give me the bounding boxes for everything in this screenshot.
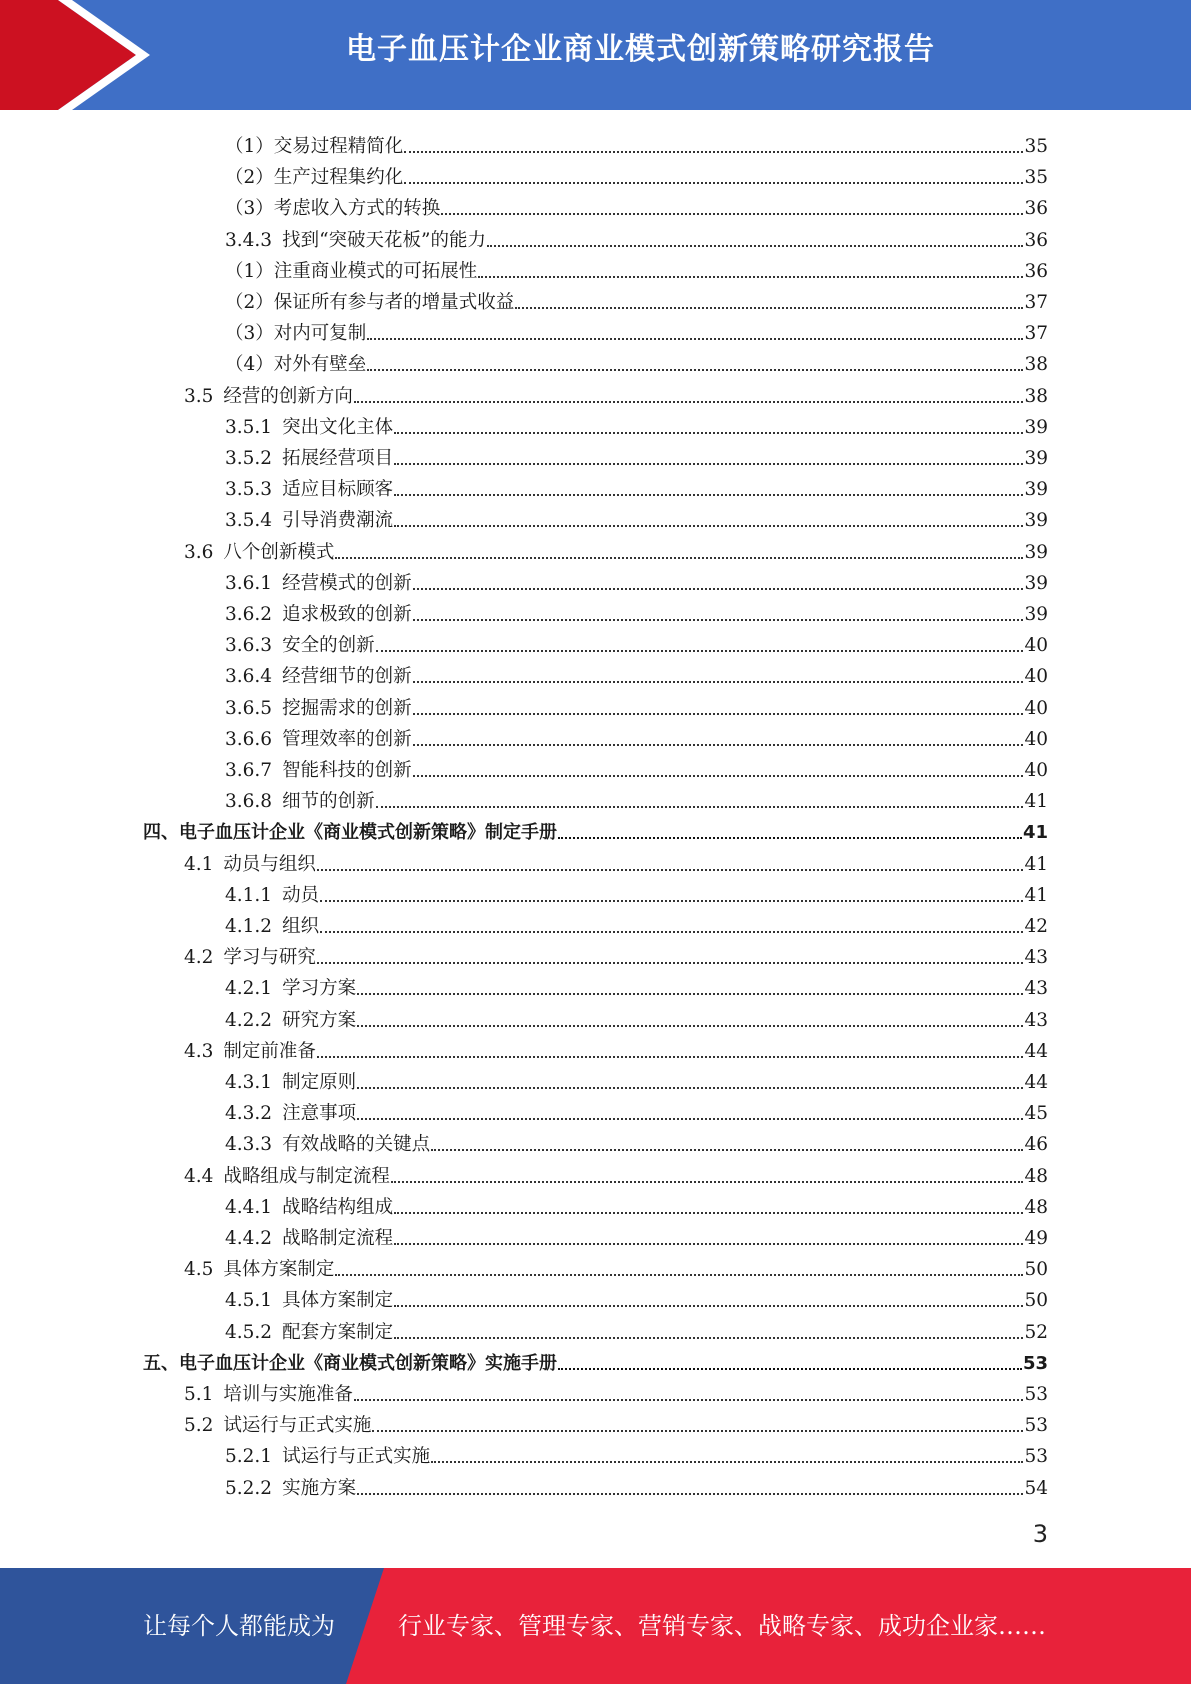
toc-entry-number: 3.6.1	[225, 572, 273, 594]
toc-entry[interactable]	[225, 1125, 1048, 1156]
toc-dot-leader	[357, 1087, 1023, 1089]
toc-entry[interactable]	[225, 439, 1048, 470]
toc-entry-number: 5.1	[184, 1384, 214, 1405]
toc-entry[interactable]	[225, 626, 1048, 657]
toc-entry-title: 学习方案	[282, 978, 357, 1000]
toc-entry-page: 44	[1024, 1072, 1048, 1093]
toc-entry-number: 4.3.3	[225, 1134, 273, 1156]
toc-entry-number: 4.3.2	[225, 1103, 273, 1125]
toc-entry-number: 4.3.1	[225, 1072, 273, 1093]
toc-entry-page: 36	[1024, 260, 1048, 282]
toc-entry-title: 制定前准备	[223, 1040, 316, 1062]
toc-entry-title: 拓展经营项目	[282, 448, 394, 469]
toc-entry-page: 39	[1024, 541, 1048, 563]
toc-entry-title: 电子血压计企业《商业模式创新策略》实施手册	[179, 1352, 557, 1374]
toc-entry-page: 41	[1022, 822, 1048, 844]
toc-dot-leader	[394, 463, 1023, 465]
toc-entry-number: 4.1.1	[225, 884, 273, 906]
toc-entry-number: 3.6.7	[225, 760, 273, 781]
toc-entry-page: 48	[1024, 1196, 1048, 1218]
footer-slogan-left: 让每个人都能成为	[143, 1612, 335, 1640]
toc-dot-leader	[431, 1461, 1023, 1463]
toc-entry-number: 4.2.1	[225, 978, 273, 1000]
toc-dot-leader	[413, 713, 1024, 715]
toc-entry-number: 4.5	[184, 1259, 214, 1281]
toc-entry-number: 3.6.4	[225, 666, 273, 688]
toc-entry-page: 45	[1024, 1103, 1048, 1125]
toc-entry-title: 战略结构组成	[282, 1196, 394, 1218]
toc-entry-number: 4.5.2	[225, 1321, 273, 1343]
toc-entry-number: 3.5.3	[225, 479, 273, 501]
toc-dot-leader	[357, 1493, 1023, 1495]
toc-entry[interactable]	[225, 158, 1048, 189]
toc-entry-number: （2）	[225, 167, 274, 189]
toc-entry-page: 49	[1024, 1228, 1048, 1249]
page-header	[0, 0, 1191, 110]
toc-entry-title: 管理效率的创新	[282, 728, 412, 750]
toc-entry-title: 考虑收入方式的转换	[273, 198, 441, 220]
toc-entry-page: 40	[1024, 760, 1048, 781]
toc-entry[interactable]	[225, 345, 1048, 376]
toc-entry-number: 3.5.4	[225, 510, 273, 532]
toc-entry-title: 动员	[282, 884, 320, 906]
toc-entry-title: 智能科技的创新	[282, 760, 412, 781]
toc-entry-number: （3）	[225, 323, 274, 345]
toc-entry-number: （1）	[225, 260, 274, 282]
toc-entry-page: 38	[1024, 354, 1048, 376]
toc-entry-page: 43	[1024, 1009, 1048, 1031]
toc-dot-leader	[413, 744, 1024, 746]
toc-entry-page: 50	[1024, 1290, 1048, 1312]
toc-entry-page: 53	[1024, 1415, 1048, 1437]
toc-dot-leader	[372, 1430, 1023, 1432]
toc-entry[interactable]	[225, 1281, 1048, 1312]
toc-entry-number: 5.2.2	[225, 1477, 273, 1499]
toc-entry-title: 生产过程集约化	[273, 167, 404, 189]
toc-entry-page: 39	[1024, 604, 1048, 625]
toc-entry-page: 54	[1024, 1477, 1048, 1499]
toc-entry-title: 八个创新模式	[223, 541, 335, 563]
toc-entry[interactable]	[225, 1001, 1048, 1032]
toc-entry[interactable]	[225, 657, 1048, 688]
toc-entry[interactable]	[184, 845, 1048, 876]
toc-dot-leader	[354, 1399, 1024, 1401]
toc-entry-page: 40	[1024, 635, 1048, 657]
toc-entry-page: 39	[1024, 416, 1048, 438]
toc-entry-number: 3.5.2	[225, 448, 273, 469]
toc-entry-page: 52	[1024, 1321, 1048, 1343]
toc-dot-leader	[320, 931, 1023, 933]
toc-entry-number: （3）	[225, 198, 274, 220]
toc-entry-number: 3.6.8	[225, 791, 273, 813]
toc-entry-page: 37	[1024, 292, 1048, 313]
toc-entry-page: 41	[1024, 853, 1048, 875]
toc-dot-leader	[376, 650, 1024, 652]
toc-entry-page: 41	[1024, 791, 1048, 813]
toc-entry[interactable]	[184, 1032, 1048, 1063]
toc-entry[interactable]	[225, 252, 1048, 283]
toc-entry[interactable]	[225, 189, 1048, 220]
toc-dot-leader	[487, 245, 1023, 247]
toc-dot-leader	[394, 1337, 1023, 1339]
toc-entry-title: 经营细节的创新	[282, 666, 412, 688]
toc-entry-title: 配套方案制定	[282, 1321, 394, 1343]
toc-entry-title: 追求极致的创新	[282, 604, 412, 625]
page-number: 3	[1032, 1520, 1048, 1548]
toc-entry-title: 找到“突破天花板”的能力	[282, 229, 486, 251]
toc-entry-title: 引导消费潮流	[282, 510, 394, 532]
toc-entry-page: 50	[1024, 1259, 1048, 1281]
toc-entry[interactable]	[184, 533, 1048, 564]
toc-entry[interactable]	[225, 501, 1048, 532]
toc-entry-title: 突出文化主体	[282, 416, 394, 438]
toc-entry-number: 3.5	[184, 385, 214, 407]
toc-entry[interactable]	[225, 564, 1048, 595]
toc-entry[interactable]	[225, 283, 1048, 314]
toc-entry[interactable]	[225, 1437, 1048, 1468]
footer-slogan-right: 行业专家、管理专家、营销专家、战略专家、成功企业家……	[398, 1612, 1046, 1640]
toc-entry[interactable]	[225, 221, 1048, 252]
toc-entry-title: 挖掘需求的创新	[282, 697, 412, 719]
toc-entry-title: 学习与研究	[223, 947, 316, 969]
toc-entry-title: 培训与实施准备	[223, 1384, 353, 1405]
toc-entry-page: 40	[1024, 666, 1048, 688]
toc-entry-number: （1）	[225, 136, 274, 157]
toc-entry-title: 经营模式的创新	[282, 572, 412, 594]
toc-entry-title: 具体方案制定	[282, 1290, 394, 1312]
toc-entry-number: 3.6.6	[225, 728, 273, 750]
toc-entry-title: 试运行与正式实施	[282, 1446, 431, 1468]
toc-entry[interactable]	[225, 876, 1048, 907]
toc-entry-title: 组织	[282, 916, 320, 937]
toc-entry[interactable]	[225, 595, 1048, 626]
toc-entry-title: 注重商业模式的可拓展性	[273, 260, 478, 282]
toc-entry[interactable]	[225, 782, 1048, 813]
toc-entry-number: 3.5.1	[225, 416, 273, 438]
toc-entry[interactable]	[184, 377, 1048, 408]
toc-entry-page: 36	[1024, 229, 1048, 251]
red-arrow-decoration	[0, 0, 160, 110]
toc-dot-leader	[558, 837, 1022, 839]
toc-entry[interactable]	[225, 408, 1048, 439]
toc-entry-number: 3.6.5	[225, 697, 273, 719]
toc-entry-title: 研究方案	[282, 1009, 357, 1031]
toc-entry-number: 4.2	[184, 947, 214, 969]
toc-dot-leader	[391, 1181, 1024, 1183]
toc-entry-title: 注意事项	[282, 1103, 357, 1125]
toc-entry[interactable]	[225, 751, 1048, 782]
toc-entry[interactable]	[143, 813, 1048, 844]
toc-entry-page: 48	[1024, 1165, 1048, 1187]
toc-entry-title: 实施方案	[282, 1477, 357, 1499]
toc-entry-number: 4.5.1	[225, 1290, 273, 1312]
toc-dot-leader	[357, 1118, 1023, 1120]
toc-entry-number: 5.2	[184, 1415, 214, 1437]
toc-entry-page: 39	[1024, 479, 1048, 501]
toc-dot-leader	[394, 1212, 1023, 1214]
toc-entry-page: 38	[1024, 385, 1048, 407]
toc-entry-page: 53	[1022, 1352, 1048, 1374]
toc-entry-page: 46	[1024, 1134, 1048, 1156]
toc-entry-number: 4.3	[184, 1040, 214, 1062]
toc-entry-title: 安全的创新	[282, 635, 375, 657]
toc-entry-number: 3.6.2	[225, 604, 273, 625]
toc-dot-leader	[413, 681, 1024, 683]
toc-entry-title: 有效战略的关键点	[282, 1134, 431, 1156]
toc-dot-leader	[394, 1305, 1023, 1307]
toc-entry[interactable]	[225, 127, 1048, 158]
toc-entry[interactable]	[184, 1250, 1048, 1281]
toc-entry-title: 战略制定流程	[282, 1228, 394, 1249]
toc-entry[interactable]	[225, 1469, 1048, 1500]
toc-entry-title: 细节的创新	[282, 791, 375, 813]
toc-entry-page: 39	[1024, 448, 1048, 469]
toc-entry-page: 40	[1024, 697, 1048, 719]
toc-dot-leader	[317, 1056, 1024, 1058]
toc-dot-leader	[558, 1368, 1022, 1370]
toc-dot-leader	[367, 338, 1023, 340]
toc-entry-title: 经营的创新方向	[223, 385, 353, 407]
toc-entry-title: 交易过程精简化	[273, 136, 404, 157]
toc-dot-leader	[441, 213, 1023, 215]
toc-entry-page: 53	[1024, 1446, 1048, 1468]
toc-entry-page: 41	[1024, 884, 1048, 906]
toc-dot-leader	[404, 182, 1023, 184]
toc-entry-page: 44	[1024, 1040, 1048, 1062]
toc-entry-number: 4.1.2	[225, 916, 273, 937]
toc-entry-page: 42	[1024, 916, 1048, 937]
toc-entry-number: （4）	[225, 354, 274, 376]
toc-entry[interactable]	[225, 1094, 1048, 1125]
toc-dot-leader	[354, 401, 1024, 403]
toc-entry-number: 4.4	[184, 1165, 214, 1187]
toc-dot-leader	[515, 307, 1023, 309]
toc-entry-number: 3.6.3	[225, 635, 273, 657]
toc-entry-page: 43	[1024, 947, 1048, 969]
toc-dot-leader	[317, 869, 1024, 871]
toc-entry[interactable]	[225, 1188, 1048, 1219]
toc-dot-leader	[413, 619, 1024, 621]
toc-entry[interactable]	[225, 907, 1048, 938]
toc-entry-page: 53	[1024, 1384, 1048, 1405]
toc-dot-leader	[335, 1274, 1023, 1276]
toc-entry[interactable]	[225, 720, 1048, 751]
toc-entry-number: 四、	[143, 822, 179, 844]
toc-dot-leader	[335, 557, 1023, 559]
toc-entry-title: 具体方案制定	[223, 1259, 335, 1281]
toc-entry-number: 4.2.2	[225, 1009, 273, 1031]
toc-dot-leader	[357, 993, 1023, 995]
report-title: 电子血压计企业商业模式创新策略研究报告	[346, 32, 935, 67]
toc-dot-leader	[431, 1149, 1023, 1151]
toc-entry-title: 适应目标顾客	[282, 479, 394, 501]
toc-entry-number: 3.4.3	[225, 229, 273, 251]
toc-entry-number: 4.4.1	[225, 1196, 273, 1218]
toc-dot-leader	[317, 962, 1024, 964]
toc-dot-leader	[394, 525, 1023, 527]
toc-entry[interactable]	[143, 1344, 1048, 1375]
toc-entry[interactable]	[225, 689, 1048, 720]
toc-entry[interactable]	[225, 470, 1048, 501]
toc-entry[interactable]	[225, 969, 1048, 1000]
toc-entry[interactable]	[225, 1313, 1048, 1344]
toc-dot-leader	[357, 1025, 1023, 1027]
toc-entry-title: 对内可复制	[273, 323, 367, 345]
toc-entry-number: （2）	[225, 292, 274, 313]
toc-entry[interactable]	[184, 1375, 1048, 1406]
toc-dot-leader	[367, 369, 1023, 371]
toc-entry-page: 37	[1024, 323, 1048, 345]
toc-entry-page: 43	[1024, 978, 1048, 1000]
toc-entry-page: 40	[1024, 728, 1048, 750]
toc-entry-page: 35	[1024, 167, 1048, 189]
toc-dot-leader	[404, 151, 1023, 153]
toc-dot-leader	[413, 775, 1024, 777]
toc-entry[interactable]	[184, 1406, 1048, 1437]
toc-entry-page: 39	[1024, 510, 1048, 532]
toc-entry-title: 保证所有参与者的增量式收益	[273, 292, 515, 313]
toc-entry[interactable]	[184, 1157, 1048, 1188]
toc-entry-title: 战略组成与制定流程	[223, 1165, 390, 1187]
toc-entry[interactable]	[225, 1063, 1048, 1094]
toc-entry-title: 电子血压计企业《商业模式创新策略》制定手册	[179, 822, 557, 844]
toc-dot-leader	[376, 806, 1024, 808]
toc-entry-number: 4.1	[184, 853, 214, 875]
toc-dot-leader	[394, 494, 1023, 496]
toc-entry-title: 对外有壁垒	[273, 354, 367, 376]
toc-dot-leader	[394, 432, 1023, 434]
toc-entry-number: 五、	[143, 1352, 179, 1374]
toc-entry-page: 36	[1024, 198, 1048, 220]
toc-entry[interactable]	[225, 1219, 1048, 1250]
toc-dot-leader	[394, 1243, 1023, 1245]
toc-entry-title: 动员与组织	[223, 853, 316, 875]
toc-dot-leader	[413, 588, 1024, 590]
toc-entry-page: 39	[1024, 572, 1048, 594]
toc-entry-page: 35	[1024, 136, 1048, 157]
toc-dot-leader	[478, 276, 1023, 278]
toc-entry-title: 制定原则	[282, 1072, 357, 1093]
toc-entry[interactable]	[225, 314, 1048, 345]
toc-entry-number: 4.4.2	[225, 1228, 273, 1249]
toc-entry-title: 试运行与正式实施	[223, 1415, 372, 1437]
toc-entry-number: 3.6	[184, 541, 214, 563]
page-footer	[0, 1568, 1191, 1684]
toc-entry[interactable]	[184, 938, 1048, 969]
toc-dot-leader	[320, 900, 1023, 902]
toc-entry-number: 5.2.1	[225, 1446, 273, 1468]
